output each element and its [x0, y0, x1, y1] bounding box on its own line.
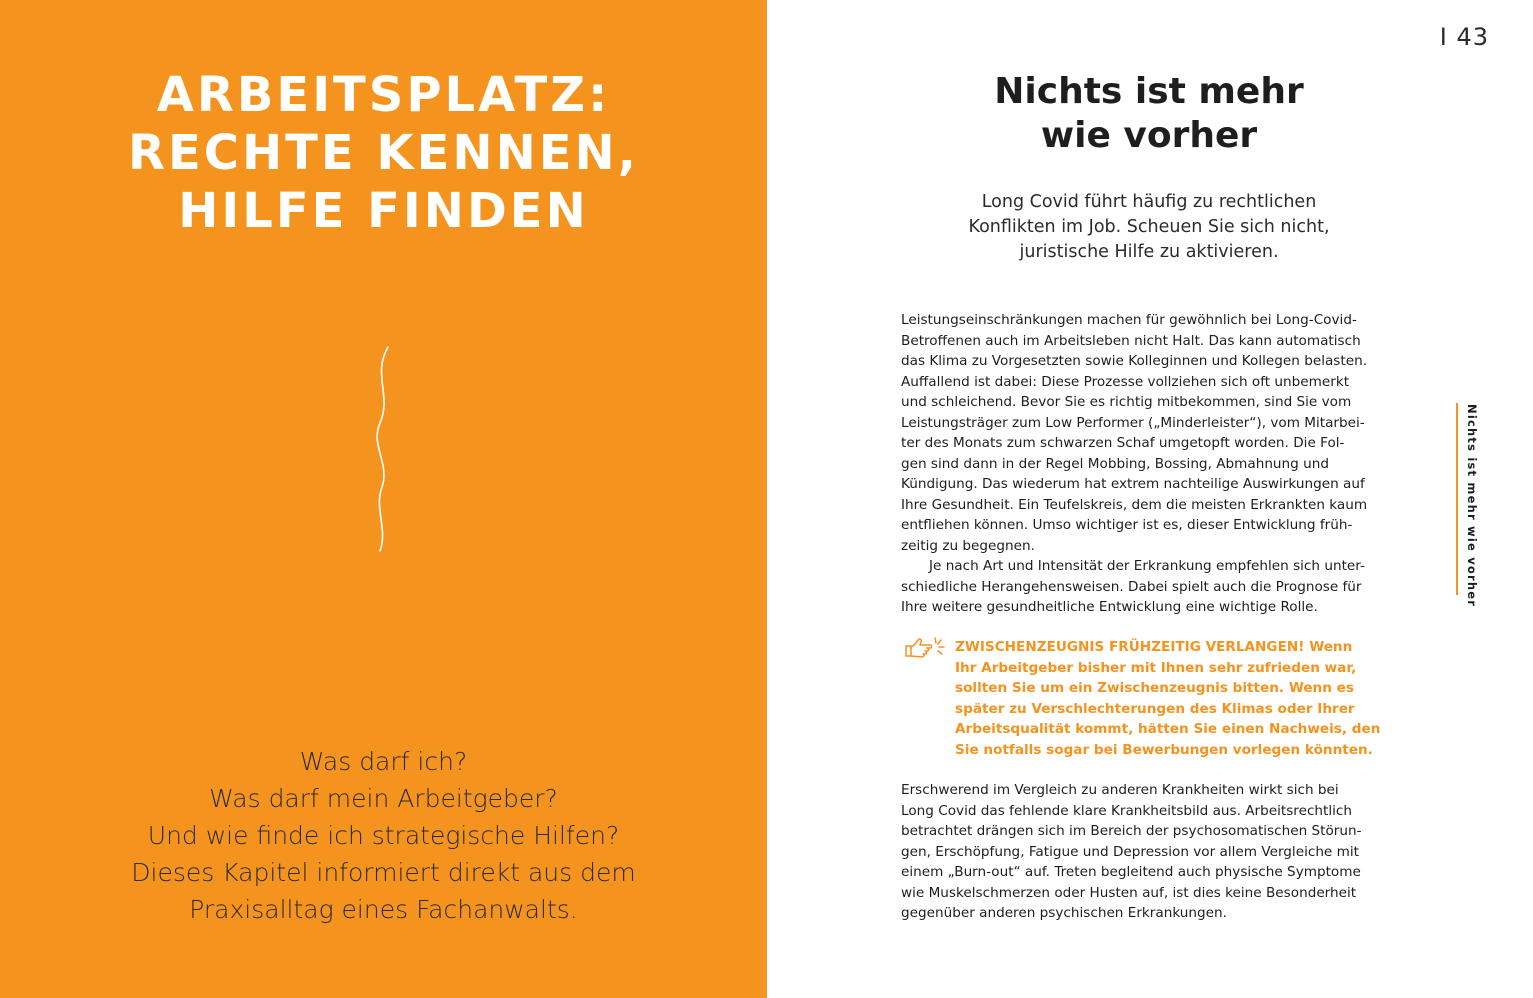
intro-line: Praxisalltag eines Fachanwalts.: [189, 895, 578, 924]
body-line: betrachtet drängen sich im Bereich der psychosomatischen Störun-: [901, 823, 1362, 839]
tip-line: sollten Sie um ein Zwischenzeugnis bitten. Wenn es: [955, 680, 1354, 696]
lead-line: juristische Hilfe zu aktivieren.: [1019, 242, 1279, 262]
side-tab-rule: [1456, 403, 1458, 595]
body-line: zeitig zu begegnen.: [901, 537, 1035, 554]
body-paragraph-1: [901, 310, 1401, 618]
body-line: Auffallend ist dabei: Diese Prozesse vollziehen sich oft unbemerkt: [901, 373, 1350, 390]
chapter-intro: [0, 743, 767, 928]
chapter-title-line: RECHTE KENNEN,: [128, 125, 639, 181]
intro-line: Und wie finde ich strategische Hilfen?: [147, 821, 620, 850]
lead-line: Long Covid führt häufig zu rechtlichen: [981, 192, 1317, 212]
article-title-line: wie vorher: [1040, 115, 1258, 156]
body-line: entfliehen können. Umso wichtiger ist es, dieser Entwicklung früh-: [901, 517, 1353, 533]
body-line: Je nach Art und Intensität der Erkrankung empfehlen sich unter-: [929, 558, 1365, 574]
body-line: Ihre Gesundheit. Ein Teufelskreis, dem die meisten Erkrankten kaum: [901, 496, 1368, 513]
intro-line: Dieses Kapitel informiert direkt aus dem: [131, 858, 636, 887]
squiggle-decoration: [366, 345, 396, 555]
body-paragraph-3: [901, 780, 1401, 924]
body-line: Kündigung. Das wiederum hat extrem nachteilige Auswirkungen auf: [901, 476, 1365, 492]
tip-line: Ihr Arbeitgeber bisher mit Ihnen sehr zufrieden war,: [955, 659, 1357, 676]
body-line: gen, Erschöpfung, Fatigue und Depression vor allem Vergleiche mit: [901, 843, 1359, 860]
body-line: wie Muskelschmerzen oder Husten auf, ist dies keine Besonderheit: [901, 884, 1357, 901]
body-line: Erschwerend im Vergleich zu anderen Krankheiten wirkt sich bei: [901, 782, 1339, 798]
tip-line: Arbeitsqualität kommt, hätten Sie einen Nachweis, den: [955, 721, 1381, 737]
intro-line: Was darf ich?: [299, 747, 468, 776]
side-tab-label: Nichts ist mehr wie vorher: [1465, 404, 1479, 608]
tip-line: später zu Verschlechterungen des Klimas oder Ihrer: [955, 700, 1355, 717]
body-line: Ihre weitere gesundheitliche Entwicklung eine wichtige Rolle.: [901, 599, 1318, 615]
body-line: das Klima zu Vorgesetzten sowie Kolleginnen und Kollegen belasten.: [901, 353, 1368, 369]
chapter-title: [0, 66, 767, 240]
body-line: Long Covid das fehlende klare Krankheitsbild aus. Arbeitsrechtlich: [901, 802, 1353, 819]
page-number: I 43: [1439, 23, 1489, 51]
body-line: und schleichend. Bevor Sie es richtig mitbekommen, sind Sie vom: [901, 394, 1352, 410]
body-line: Betroffenen auch im Arbeitsleben nicht Halt. Das kann automatisch: [901, 332, 1361, 349]
chapter-title-line: ARBEITSPLATZ:: [156, 67, 611, 123]
article-title: [900, 70, 1398, 158]
body-line: Leistungsträger zum Low Performer („Minderleister“), vom Mitarbei-: [901, 414, 1365, 431]
body-line: Leistungseinschränkungen machen für gewöhnlich bei Long-Covid-: [901, 312, 1357, 328]
body-line: schiedliche Herangehensweisen. Dabei spielt auch die Prognose für: [901, 578, 1362, 595]
body-line: einem „Burn-out“ auf. Treten begleitend auch physische Symptome: [901, 864, 1361, 880]
tip-callout: [955, 637, 1405, 760]
body-line: gegenüber anderen psychischen Erkrankungen.: [901, 905, 1227, 921]
lead-line: Konflikten im Job. Scheuen Sie sich nicht,: [968, 217, 1330, 237]
pointing-hand-icon: [903, 634, 947, 664]
body-line: ter des Monats zum schwarzen Schaf umgetopft worden. Die Fol-: [901, 435, 1345, 451]
tip-line: ZWISCHENZEUGNIS FRÜHZEITIG VERLANGEN! Wenn: [955, 639, 1353, 655]
chapter-title-line: HILFE FINDEN: [178, 183, 589, 239]
body-line: gen sind dann in der Regel Mobbing, Bossing, Abmahnung und: [901, 455, 1329, 472]
article-title-line: Nichts ist mehr: [994, 71, 1304, 112]
article-lead: [900, 190, 1398, 265]
tip-line: Sie notfalls sogar bei Bewerbungen vorlegen könnten.: [955, 741, 1373, 758]
intro-line: Was darf mein Arbeitgeber?: [209, 784, 558, 813]
